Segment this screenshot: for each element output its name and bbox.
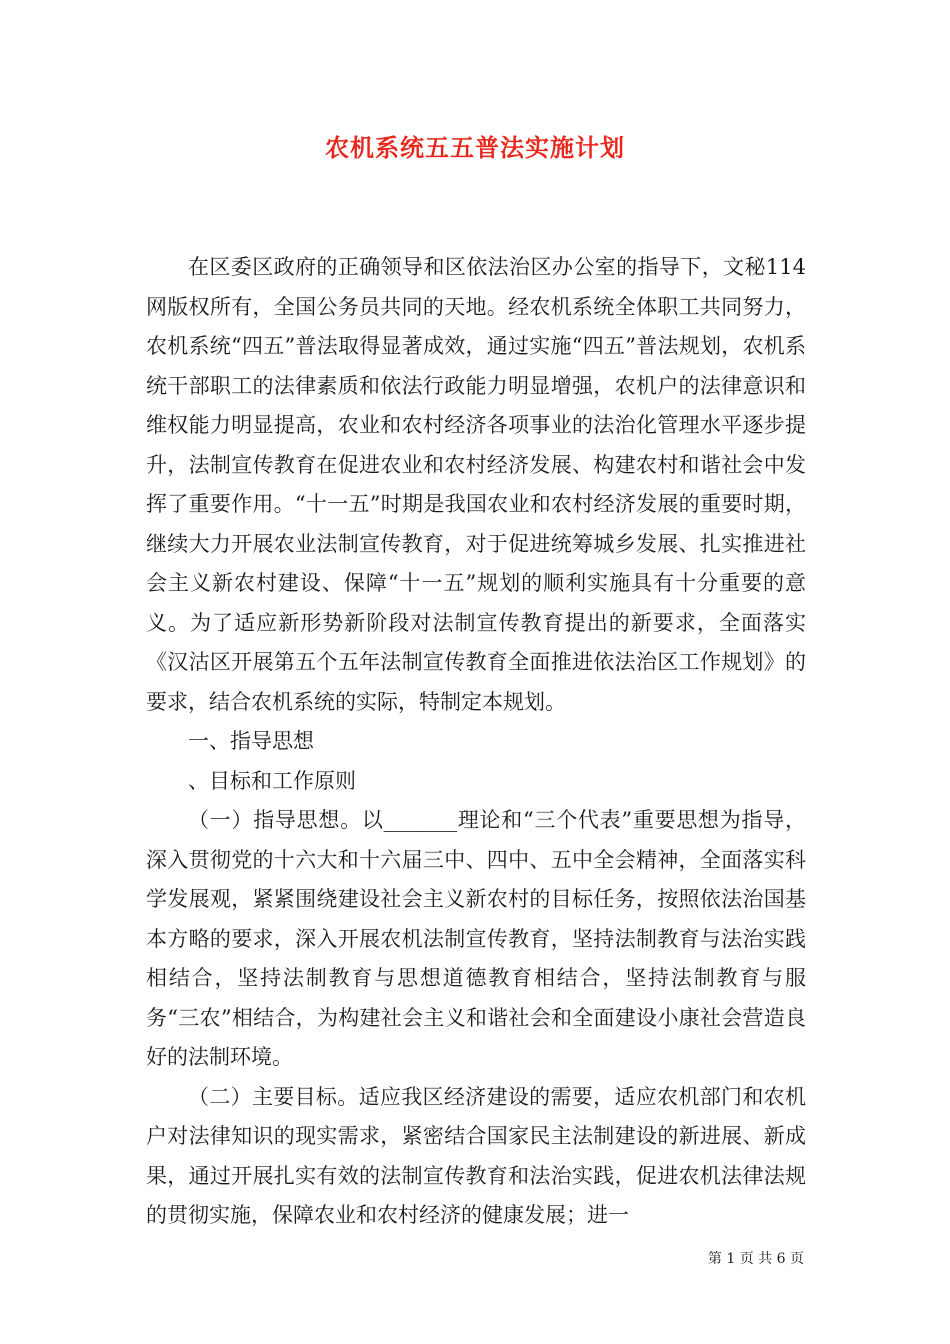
document-title: 农机系统五五普法实施计划 [325, 133, 625, 162]
section-heading-guiding-ideology: 一、指导思想 [188, 729, 314, 753]
document-body [146, 248, 806, 1236]
paragraph-intro: 在区委区政府的正确领导和区依法治区办公室的指导下，文秘114网版权所有，全国公务员共同的天地。经农机系统全体职工共同努力，农机系统“四五”普法取得显著成效，通过实施“四五”普法规划，农机系统干部职工的法律素质和依法行政能力明显增强，农机户的法律意识和维权能力明显提高，农业和农村经济各项事业的法治化管理水平逐步提升，法制宣传教育在促进农业和农村经济发展、构建农村和谐社会中发挥了重要作用。“十一五”时期是我国农业和农村经济发展的重要时期，继续大力开展农业法制宣传教育，对于促进统筹城乡发展、扎实推进社会主义新农村建设、保障“十一五”规划的顺利实施具有十分重要的意义。为了适应新形势新阶段对法制宣传教育提出的新要求，全面落实《汉沽区开展第五个五年法制宣传教育全面推进依法治区工作规划》的要求，结合农机系统的实际，特制定本规划。 [146, 255, 806, 714]
section-heading-goals-principles: 、目标和工作原则 [188, 768, 356, 793]
paragraph-main-goals: （二）主要目标。适应我区经济建设的需要，适应农机部门和农机户对法律知识的现实需求，紧密结合国家民主法制建设的新进展、新成果，通过开展扎实有效的法制宣传教育和法治实践，促进农机法律法规的贯彻实施，保障农业和农村经济的健康发展；进一 [146, 1084, 806, 1227]
page-number-footer: 第 1 页 共 6 页 [707, 1251, 804, 1267]
paragraph-guiding-ideology: （一）指导思想。以_______理论和“三个代表”重要思想为指导，深入贯彻党的十六大和十六届三中、四中、五中全会精神，全面落实科学发展观，紧紧围绕建设社会主义新农村的目标任务，按照依法治国基本方略的要求，深入开展农机法制宣传教育，坚持法制教育与法治实践相结合，坚持法制教育与思想道德教育相结合，坚持法制教育与服务“三农”相结合，为构建社会主义和谐社会和全面建设小康社会营造良好的法制环境。 [146, 808, 806, 1069]
